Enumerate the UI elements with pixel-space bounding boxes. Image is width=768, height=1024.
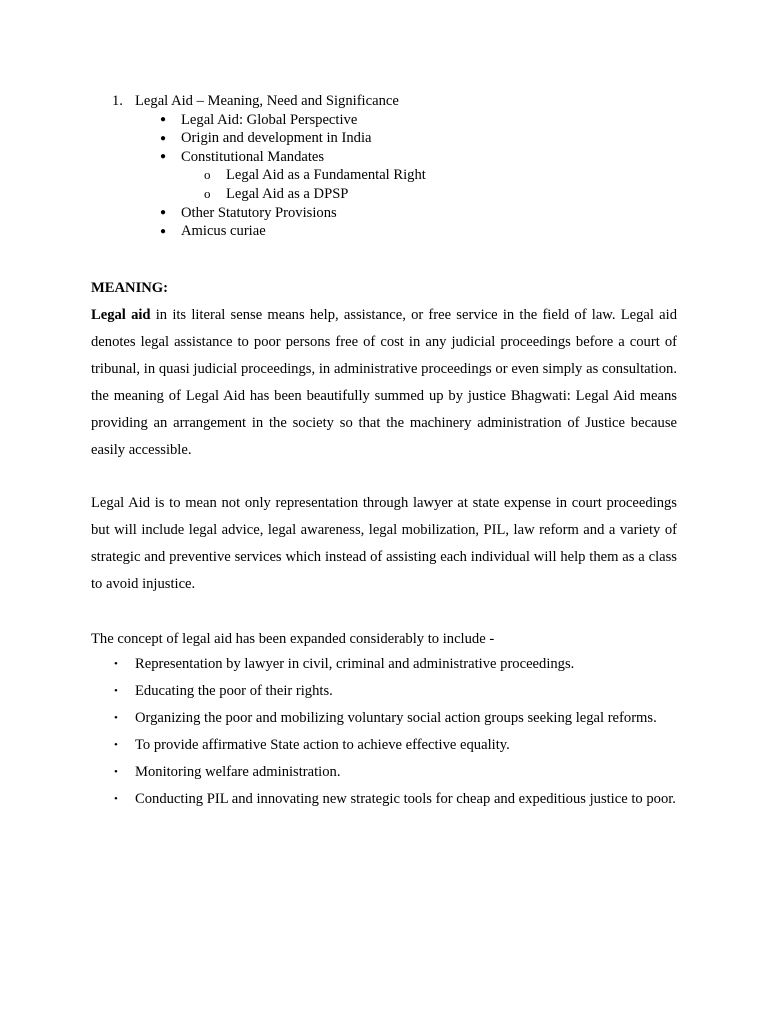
list-item-text: To provide affirmative State action to achieve effective equality. <box>135 737 510 753</box>
outline-item: Other Statutory Provisions <box>181 204 337 221</box>
outline-sub-item: Legal Aid as a Fundamental Right <box>226 167 426 184</box>
paragraph-body: in its literal sense means help, assistance, or free service in the field of law. Legal aid denotes legal assistance to poor persons free of cost in any judicial proceedings before a court of tribunal, in quasi judicial proceedings, in administrative proceedings or even simply as consultation. the meaning of Legal Aid has been beautifully summed up by justice Bhagwati: Legal Aid means providing an arrangement in the society so that the machinery administration of Justice because easily accessible. <box>91 307 678 458</box>
paragraph-meaning <box>91 302 677 464</box>
outline-item: Origin and development in India <box>181 130 372 147</box>
paragraph-scope: Legal Aid is to mean not only representation through lawyer at state expense in court proceedings but will include legal advice, legal awareness, legal mobilization, PIL, law reform and a variety of strategic and preventive services which instead of assisting each individual will help them as a class to avoid injustice. <box>91 495 677 592</box>
list-item <box>91 786 677 813</box>
list-item-text: Monitoring welfare administration. <box>135 764 341 780</box>
bullet-icon: ● <box>160 114 167 125</box>
bullet-icon: ● <box>160 226 167 237</box>
concept-list <box>91 651 677 813</box>
list-intro: The concept of legal aid has been expanded considerably to include - <box>91 631 495 647</box>
list-item-text: Representation by lawyer in civil, criminal and administrative proceedings. <box>135 656 575 672</box>
list-item <box>91 651 677 678</box>
paragraph-lead-term: Legal aid <box>91 307 151 323</box>
section-heading: MEANING: <box>91 280 169 296</box>
bullet-icon: ● <box>160 151 167 162</box>
outline-item: Amicus curiae <box>181 223 266 240</box>
outline-item: Constitutional Mandates <box>181 148 325 165</box>
bullet-icon: • <box>114 658 118 670</box>
sub-bullet-icon: o <box>204 167 211 183</box>
list-item-text: Educating the poor of their rights. <box>135 683 333 699</box>
bullet-icon: ● <box>160 133 167 144</box>
bullet-icon: • <box>114 685 118 697</box>
list-item <box>91 678 677 705</box>
list-item <box>91 759 677 786</box>
outline-sub-item: Legal Aid as a DPSP <box>226 186 349 202</box>
bullet-icon: • <box>114 712 118 724</box>
outline-title: Legal Aid – Meaning, Need and Significance <box>135 93 399 109</box>
bullet-icon: ● <box>160 207 167 218</box>
list-item <box>91 732 677 759</box>
bullet-icon: • <box>114 739 118 751</box>
list-item <box>91 705 677 732</box>
outline-number: 1. <box>112 93 123 109</box>
list-item-text: Organizing the poor and mobilizing voluntary social action groups seeking legal reforms. <box>135 710 657 726</box>
bullet-icon: • <box>114 793 118 805</box>
sub-bullet-icon: o <box>204 186 211 201</box>
list-item-text: Conducting PIL and innovating new strategic tools for cheap and expeditious justice to poor. <box>135 791 676 807</box>
outline-item: Legal Aid: Global Perspective <box>181 111 358 128</box>
bullet-icon: • <box>114 766 118 778</box>
